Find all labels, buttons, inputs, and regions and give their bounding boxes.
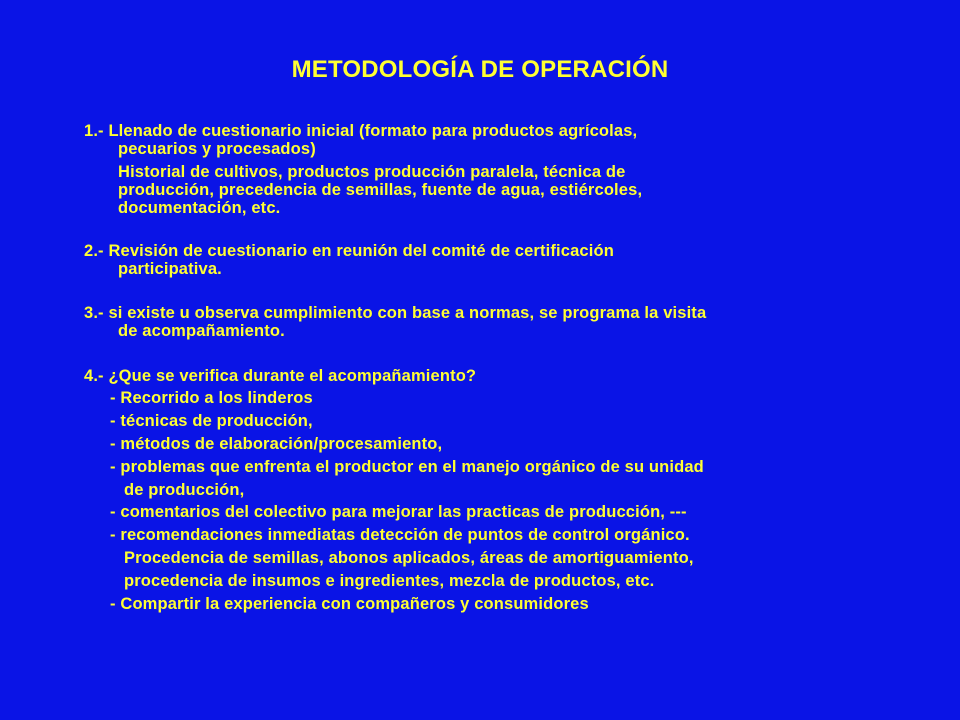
item-1-line-2: pecuarios y procesados) (118, 140, 316, 158)
item-4-bullet-3: - métodos de elaboración/procesamiento, (110, 435, 443, 453)
item-4-bullet-6-cont-2: procedencia de insumos e ingredientes, mezcla de productos, etc. (124, 572, 655, 590)
item-1-line-1: 1.- Llenado de cuestionario inicial (formato para productos agrícolas, (84, 122, 638, 140)
item-3-line-1: 3.- si existe u observa cumplimiento con base a normas, se programa la visita (84, 304, 707, 322)
item-4-bullet-2: - técnicas de producción, (110, 412, 313, 430)
item-4-heading: 4.- ¿Que se verifica durante el acompañamiento? (84, 367, 477, 385)
item-4-bullet-5: - comentarios del colectivo para mejorar las practicas de producción, --- (110, 503, 687, 521)
item-4-bullet-4: - problemas que enfrenta el productor en el manejo orgánico de su unidad (110, 458, 704, 476)
item-4-bullet-6-cont-1: Procedencia de semillas, abonos aplicados, áreas de amortiguamiento, (124, 549, 694, 567)
item-4-bullet-7: - Compartir la experiencia con compañeros y consumidores (110, 595, 589, 613)
slide-title: METODOLOGÍA DE OPERACIÓN (291, 56, 669, 83)
item-1-detail-line-2: producción, precedencia de semillas, fuente de agua, estiércoles, (118, 181, 643, 199)
item-4-bullet-4-cont: de producción, (124, 481, 245, 499)
item-4-bullet-6: - recomendaciones inmediatas detección de puntos de control orgánico. (110, 526, 690, 544)
item-2-line-1: 2.- Revisión de cuestionario en reunión del comité de certificación (84, 242, 614, 260)
item-4-bullet-1: - Recorrido a los linderos (110, 389, 313, 407)
item-3-line-2: de acompañamiento. (118, 322, 285, 340)
item-1-detail-line-1: Historial de cultivos, productos producción paralela, técnica de (118, 163, 626, 181)
item-1-detail-line-3: documentación, etc. (118, 199, 281, 217)
item-2-line-2: participativa. (118, 260, 222, 278)
